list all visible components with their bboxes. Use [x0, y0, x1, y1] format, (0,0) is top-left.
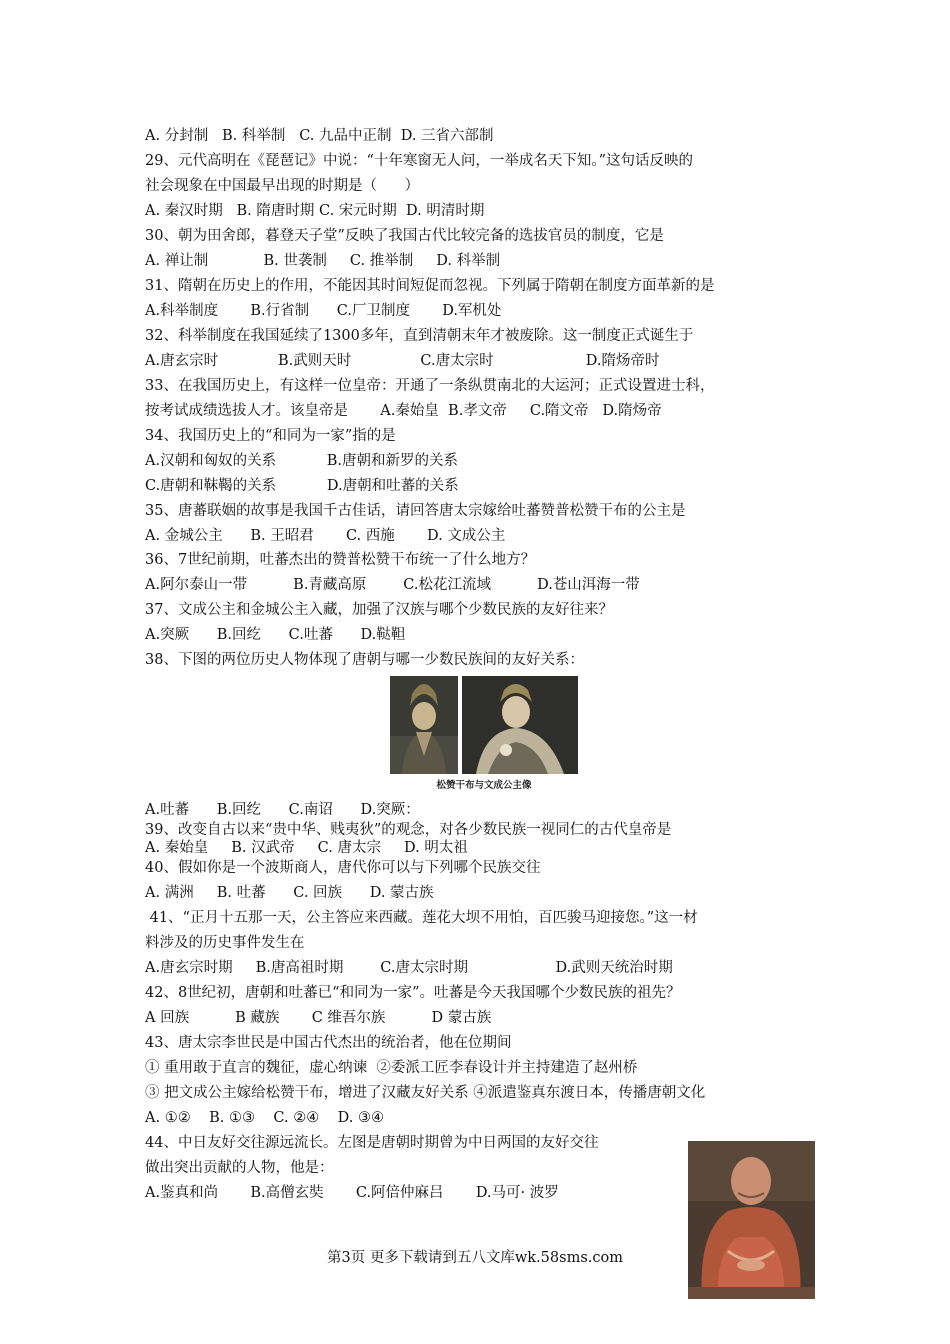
text-line: 做出突出贡献的人物，他是：	[145, 1160, 334, 1176]
question-34: 34、我国历史上的“和同为一家”指的是	[145, 428, 396, 444]
question-33: 33、在我国历史上，有这样一位皇帝：开通了一条纵贯南北的大运河；正式设置进士科，	[145, 378, 715, 394]
options-35: A. 金城公主 B. 王昭君 C. 西施 D. 文成公主	[145, 528, 506, 544]
question-36: 36、7世纪前期，吐蕃杰出的赞普松赞干布统一了什么地方？	[145, 552, 536, 568]
options-38: A.吐蕃 B.回纥 C.南诏 D.突厥：	[145, 802, 420, 818]
question-43: 43、唐太宗李世民是中国古代杰出的统治者，他在位期间	[145, 1035, 512, 1051]
question-38: 38、下图的两位历史人物体现了唐朝与哪一少数民族间的友好关系：	[145, 652, 584, 668]
jianzhen-statue-image	[688, 1141, 815, 1299]
question-31: 31、隋朝在历史上的作用，不能因其时间短促而忽视。下列属于隋朝在制度方面革新的是	[145, 278, 715, 294]
options-31: A.科举制度 B.行省制 C.厂卫制度 D.军机处	[145, 303, 502, 319]
options-43: A. ①② B. ①③ C. ②④ D. ③④	[145, 1110, 384, 1126]
options-36: A.阿尔泰山一带 B.青藏高原 C.松花江流域 D.苍山洱海一带	[145, 577, 640, 593]
question-40: 40、假如你是一个波斯商人，唐代你可以与下列哪个民族交往	[145, 860, 541, 876]
options-40: A. 满洲 B. 吐蕃 C. 回族 D. 蒙古族	[145, 885, 434, 901]
page-footer: 第3页 更多下载请到五八文库wk.58sms.com	[327, 1250, 623, 1266]
question-42: 42、8世纪初，唐朝和吐蕃已“和同为一家”。吐蕃是今天我国哪个少数民族的祖先？	[145, 985, 681, 1001]
options-30: A. 禅让制 B. 世袭制 C. 推举制 D. 科举制	[145, 253, 501, 269]
options-32: A.唐玄宗时 B.武则天时 C.唐太宗时 D.隋炀帝时	[145, 353, 660, 369]
options-34a: A.汉朝和匈奴的关系 B.唐朝和新罗的关系	[145, 453, 459, 469]
options-42: A 回族 B 藏族 C 维吾尔族 D 蒙古族	[145, 1010, 492, 1026]
options-41: A.唐玄宗时期 B.唐高祖时期 C.唐太宗时期 D.武则天统治时期	[145, 960, 673, 976]
question-30: 30、朝为田舍郎，暮登天子堂”反映了我国古代比较完备的选拔官员的制度，它是	[145, 228, 664, 244]
figure-caption: 松赞干布与文成公主像	[436, 780, 532, 791]
options-37: A.突厥 B.回纥 C.吐蕃 D.鞑靼	[145, 627, 406, 643]
question-32: 32、科举制度在我国延续了1300多年，直到清朝末年才被废除。这一制度正式诞生于	[145, 328, 694, 344]
question-29: 29、元代高明在《琵琶记》中说：“十年寒窗无人问，一举成名天下知。”这句话反映的	[145, 153, 694, 169]
text-line: 料涉及的历史事件发生在	[145, 935, 305, 951]
text-line: 社会现象在中国最早出现的时期是（ ）	[145, 178, 420, 194]
options-34b: C.唐朝和靺鞨的关系 D.唐朝和吐蕃的关系	[145, 478, 459, 494]
question-41: 41、“正月十五那一天，公主答应来西藏。莲花大坝不用怕，百匹骏马迎接您。”这一材	[145, 910, 698, 926]
options-39: A. 秦始皇 B. 汉武帝 C. 唐太宗 D. 明太祖	[145, 840, 468, 856]
text-line: A. 分封制 B. 科举制 C. 九品中正制 D. 三省六部制	[145, 128, 494, 144]
question-44: 44、中日友好交往源远流长。左图是唐朝时期曾为中日两国的友好交往	[145, 1135, 599, 1151]
question-39: 39、改变自古以来“贵中华、贱夷狄”的观念，对各少数民族一视同仁的古代皇帝是	[145, 822, 672, 838]
options-44: A.鉴真和尚 B.高僧玄奘 C.阿倍仲麻吕 D.马可· 波罗	[145, 1185, 559, 1201]
question-37: 37、文成公主和金城公主入藏，加强了汉族与哪个少数民族的友好往来？	[145, 602, 613, 618]
statement-12: ① 重用敢于直言的魏征，虚心纳谏 ②委派工匠李春设计并主持建造了赵州桥	[145, 1060, 638, 1076]
question-35: 35、唐蕃联姻的故事是我国千古佳话，请回答唐太宗嫁给吐蕃赞普松赞干布的公主是	[145, 503, 686, 519]
options-29: A. 秦汉时期 B. 隋唐时期 C. 宋元时期 D. 明清时期	[145, 203, 485, 219]
text-line: 按考试成绩选拔人才。该皇帝是 A.秦始皇 B.孝文帝 C.隋文帝 D.隋炀帝	[145, 403, 662, 419]
statement-34: ③ 把文成公主嫁给松赞干布，增进了汉藏友好关系 ④派遣鉴真东渡日本，传播唐朝文化	[145, 1085, 706, 1101]
